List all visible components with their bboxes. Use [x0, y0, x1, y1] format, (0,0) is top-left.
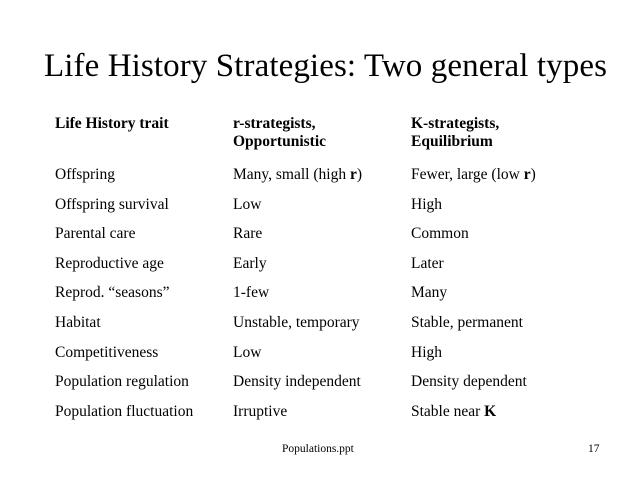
cell-text: Density independent [233, 373, 361, 391]
cell-text: Low [233, 343, 262, 361]
cell-text: Density dependent [411, 373, 527, 391]
r-strategist-cell [233, 195, 411, 225]
table-row [55, 283, 581, 313]
cell-bold-symbol: K [484, 402, 497, 420]
table-row [55, 165, 581, 195]
k-strategist-cell [411, 224, 581, 254]
r-strategist-cell [233, 165, 411, 195]
cell-text: Later [411, 254, 444, 272]
table-row [55, 313, 581, 343]
header-r-strategists [233, 115, 411, 165]
trait-cell: Population regulation [55, 373, 189, 391]
trait-cell: Competitiveness [55, 343, 159, 361]
trait-cell: Reprod. “seasons” [55, 284, 170, 302]
header-line: r-strategists, [233, 115, 316, 132]
cell-text: Fewer, large (low [411, 166, 524, 183]
k-strategist-cell [411, 165, 581, 195]
cell-text-suffix: ) [530, 166, 536, 183]
header-line: Equilibrium [411, 133, 493, 150]
table-row [55, 254, 581, 284]
cell-text: 1-few [233, 284, 270, 302]
header-line: Life History trait [55, 115, 169, 132]
k-strategist-cell [411, 254, 581, 284]
r-strategist-cell [233, 283, 411, 313]
cell-text: Many [411, 284, 448, 302]
cell-text: Irruptive [233, 402, 288, 420]
r-strategist-cell [233, 343, 411, 373]
k-strategist-cell [411, 313, 581, 343]
header-trait [55, 115, 233, 165]
cell-text: Common [411, 225, 469, 243]
cell-text: Unstable, temporary [233, 313, 360, 331]
cell-text: Many, small (high [233, 166, 350, 183]
header-line: K-strategists, [411, 115, 500, 132]
table-row [55, 195, 581, 225]
header-k-strategists [411, 115, 581, 165]
cell-text-suffix: ) [356, 166, 363, 183]
k-strategist-cell [411, 402, 581, 432]
r-strategist-cell [233, 254, 411, 284]
r-strategist-cell [233, 372, 411, 402]
table-row [55, 402, 581, 432]
footer-source: Populations.ppt [282, 443, 354, 455]
trait-cell: Population fluctuation [55, 402, 194, 420]
table-row [55, 224, 581, 254]
cell-text: Stable near [411, 402, 485, 420]
cell-text: High [411, 195, 442, 213]
r-strategist-cell [233, 224, 411, 254]
r-strategist-cell [233, 402, 411, 432]
cell-text: Stable, permanent [411, 313, 523, 331]
table-row [55, 343, 581, 373]
table-row [55, 372, 581, 402]
slide-number: 17 [588, 443, 600, 455]
k-strategist-cell [411, 195, 581, 225]
table-header-row [55, 115, 581, 165]
life-history-table [55, 115, 581, 431]
trait-cell: Habitat [55, 313, 101, 331]
cell-bold-symbol: r [523, 166, 531, 183]
r-strategist-cell [233, 313, 411, 343]
slide-title: Life History Strategies: Two general types [44, 48, 608, 84]
k-strategist-cell [411, 343, 581, 373]
cell-text: Early [233, 254, 267, 272]
cell-text: High [411, 343, 442, 361]
cell-bold-symbol: r [349, 166, 357, 183]
trait-cell: Reproductive age [55, 254, 164, 272]
cell-text: Rare [233, 225, 263, 243]
k-strategist-cell [411, 283, 581, 313]
header-line: Opportunistic [233, 133, 327, 150]
k-strategist-cell [411, 372, 581, 402]
table-body [55, 165, 581, 431]
trait-cell: Offspring survival [55, 195, 169, 213]
trait-cell: Offspring [55, 166, 115, 183]
trait-cell: Parental care [55, 225, 136, 243]
cell-text: Low [233, 195, 262, 213]
